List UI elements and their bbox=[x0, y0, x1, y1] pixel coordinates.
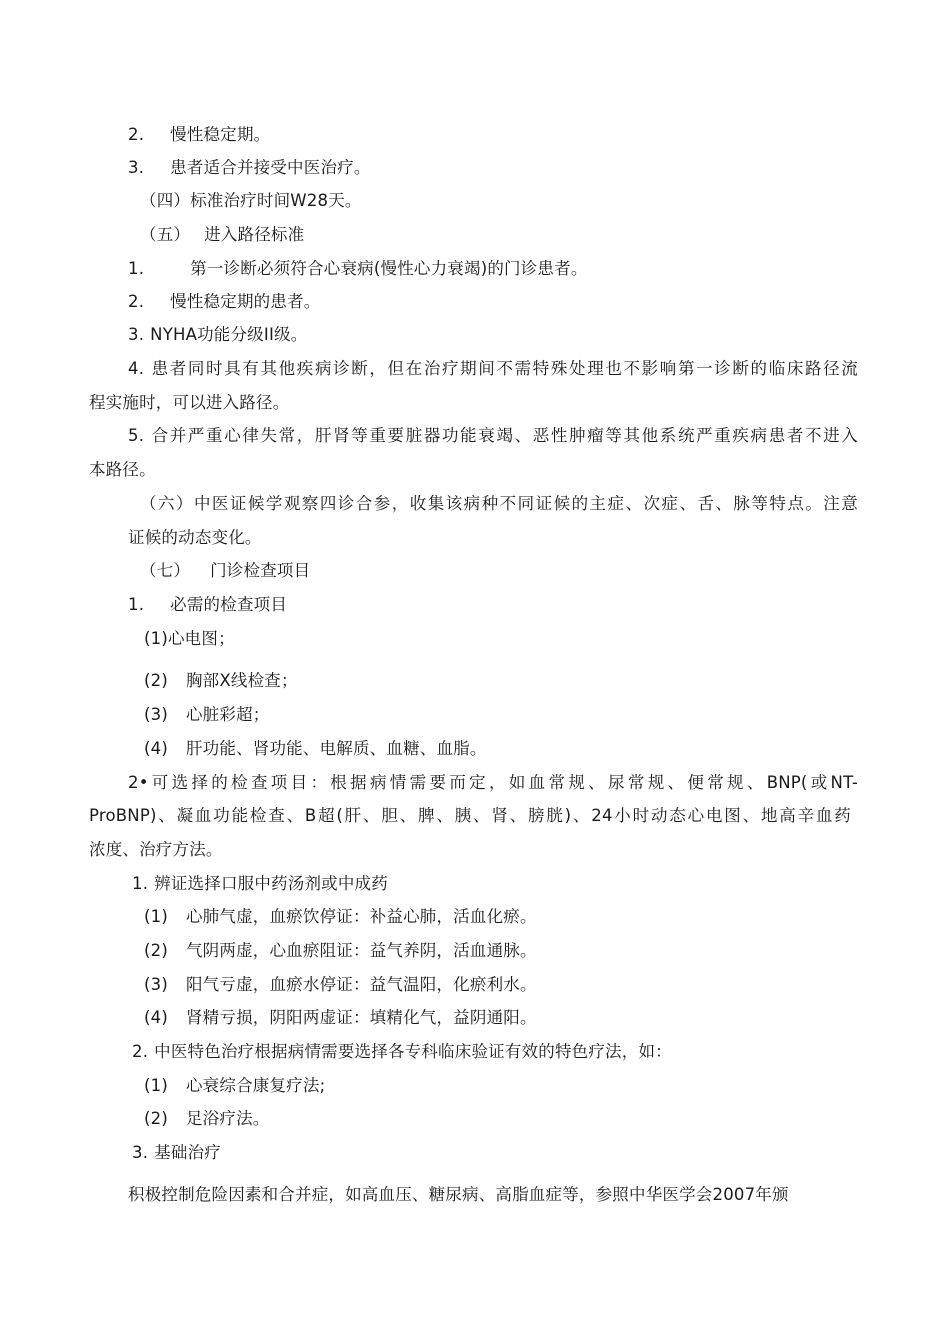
list-item bbox=[144, 940, 537, 962]
item-number: (3) bbox=[144, 705, 168, 724]
section-text: 标准治疗时间W28天。 bbox=[190, 191, 362, 210]
list-item bbox=[144, 906, 537, 928]
item-number: 3. bbox=[128, 158, 145, 177]
item-text: 心肺气虚，血瘀饮停证：补益心肺，活血化瘀。 bbox=[185, 907, 537, 926]
item-text: (1)心电图； bbox=[144, 629, 235, 648]
list-item bbox=[144, 738, 487, 760]
paragraph-line bbox=[89, 805, 851, 827]
item-text: ProBNP)、凝血功能检查、B超(肝、胆、脾、胰、肾、膀胱)、24小时动态心电图、地高辛血药 bbox=[89, 806, 851, 825]
list-item bbox=[128, 291, 320, 313]
list-item bbox=[128, 594, 287, 616]
item-text: 基础治疗 bbox=[154, 1143, 221, 1162]
item-number: 3. bbox=[132, 1143, 149, 1162]
list-item bbox=[128, 157, 371, 179]
list-item bbox=[128, 258, 588, 280]
item-text: 积极控制危险因素和合并症，如高血压、糖尿病、高脂血症等，参照中华医学会2007年颁 bbox=[128, 1185, 789, 1204]
item-text: 阳气亏虚，血瘀水停证：益气温阳，化瘀利水。 bbox=[185, 975, 537, 994]
item-number: (1) bbox=[144, 1076, 168, 1095]
section-number: （六） bbox=[140, 494, 194, 513]
item-number: 1. bbox=[128, 259, 145, 278]
paragraph-line bbox=[128, 425, 858, 447]
item-number: 4. bbox=[128, 359, 145, 378]
item-number: 2. bbox=[128, 125, 145, 144]
list-item bbox=[144, 1007, 537, 1029]
item-number: 5. bbox=[128, 426, 145, 445]
item-text: 足浴疗法。 bbox=[185, 1109, 270, 1128]
item-text: 中医特色治疗根据病情需要选择各专科临床验证有效的特色疗法，如： bbox=[154, 1042, 672, 1061]
item-number: 2. bbox=[132, 1042, 149, 1061]
section-heading bbox=[140, 560, 310, 582]
item-text: 辨证选择口服中药汤剂或中成药 bbox=[154, 874, 388, 893]
paragraph-line bbox=[128, 1184, 789, 1206]
paragraph-line bbox=[89, 459, 156, 481]
item-text: 慢性稳定期的患者。 bbox=[170, 292, 321, 311]
item-number: 1. bbox=[132, 874, 149, 893]
list-item bbox=[144, 704, 269, 726]
item-text: 慢性稳定期。 bbox=[170, 125, 271, 144]
item-text: 证候的动态变化。 bbox=[128, 528, 262, 547]
list-item bbox=[132, 1142, 221, 1164]
item-text: 心脏彩超； bbox=[185, 705, 270, 724]
section-number: （四） bbox=[140, 191, 191, 210]
item-text: 气阴两虚，心血瘀阻证：益气养阴，活血通脉。 bbox=[185, 941, 537, 960]
section-number: （七） bbox=[140, 561, 191, 580]
section-text: 进入路径标准 bbox=[204, 225, 305, 244]
list-item bbox=[128, 324, 307, 346]
item-text: 胸部X线检查； bbox=[185, 671, 298, 690]
item-text: 程实施时，可以进入路径。 bbox=[89, 393, 290, 412]
item-number: (1) bbox=[144, 907, 168, 926]
section-heading bbox=[140, 224, 304, 246]
item-number: 3. bbox=[128, 325, 145, 344]
item-number: (3) bbox=[144, 975, 168, 994]
list-item bbox=[132, 1041, 672, 1063]
item-number: (2) bbox=[144, 1109, 168, 1128]
section-number: （五） bbox=[140, 225, 191, 244]
item-text: 第一诊断必须符合心衰病(慢性心力衰竭)的门诊患者。 bbox=[190, 259, 588, 278]
item-text: 本路径。 bbox=[89, 460, 156, 479]
item-number: (2) bbox=[144, 941, 168, 960]
paragraph-line bbox=[128, 358, 858, 380]
item-number: 2. bbox=[128, 292, 145, 311]
paragraph-line bbox=[89, 392, 289, 414]
section-text: 中医证候学观察四诊合参，收集该病种不同证候的主症、次症、舌、脉等特点。注意 bbox=[193, 494, 858, 513]
list-item bbox=[144, 670, 298, 692]
section-text: 门诊检查项目 bbox=[210, 561, 311, 580]
paragraph-line bbox=[128, 772, 858, 794]
list-item bbox=[144, 974, 537, 996]
list-item bbox=[144, 628, 235, 650]
item-text: 必需的检查项目 bbox=[170, 595, 288, 614]
list-item bbox=[144, 1075, 325, 1097]
item-number: 1. bbox=[128, 595, 145, 614]
item-number: (4) bbox=[144, 1008, 168, 1027]
paragraph-line bbox=[89, 839, 223, 861]
item-text: 2•可选择的检查项目：根据病情需要而定，如血常规、尿常规、便常规、BNP(或NT- bbox=[128, 773, 858, 792]
item-text: 浓度、治疗方法。 bbox=[89, 840, 223, 859]
section-heading bbox=[140, 493, 858, 515]
item-text: 心衰综合康复疗法; bbox=[185, 1076, 326, 1095]
item-number: (4) bbox=[144, 739, 168, 758]
list-item bbox=[144, 1108, 269, 1130]
item-number: (2) bbox=[144, 671, 168, 690]
item-text: 合并严重心律失常，肝肾等重要脏器功能衰竭、恶性肿瘤等其他系统严重疾病患者不进入 bbox=[150, 426, 858, 445]
item-text: NYHA功能分级II级。 bbox=[150, 325, 308, 344]
item-text: 患者适合并接受中医治疗。 bbox=[170, 158, 371, 177]
item-text: 肝功能、肾功能、电解质、血糖、血脂。 bbox=[185, 739, 487, 758]
section-heading bbox=[140, 190, 362, 212]
item-text: 肾精亏损，阴阳两虚证：填精化气，益阴通阳。 bbox=[185, 1008, 537, 1027]
list-item bbox=[132, 873, 388, 895]
paragraph-line bbox=[128, 527, 262, 549]
list-item bbox=[128, 124, 270, 146]
item-text: 患者同时具有其他疾病诊断，但在治疗期间不需特殊处理也不影响第一诊断的临床路径流 bbox=[150, 359, 858, 378]
